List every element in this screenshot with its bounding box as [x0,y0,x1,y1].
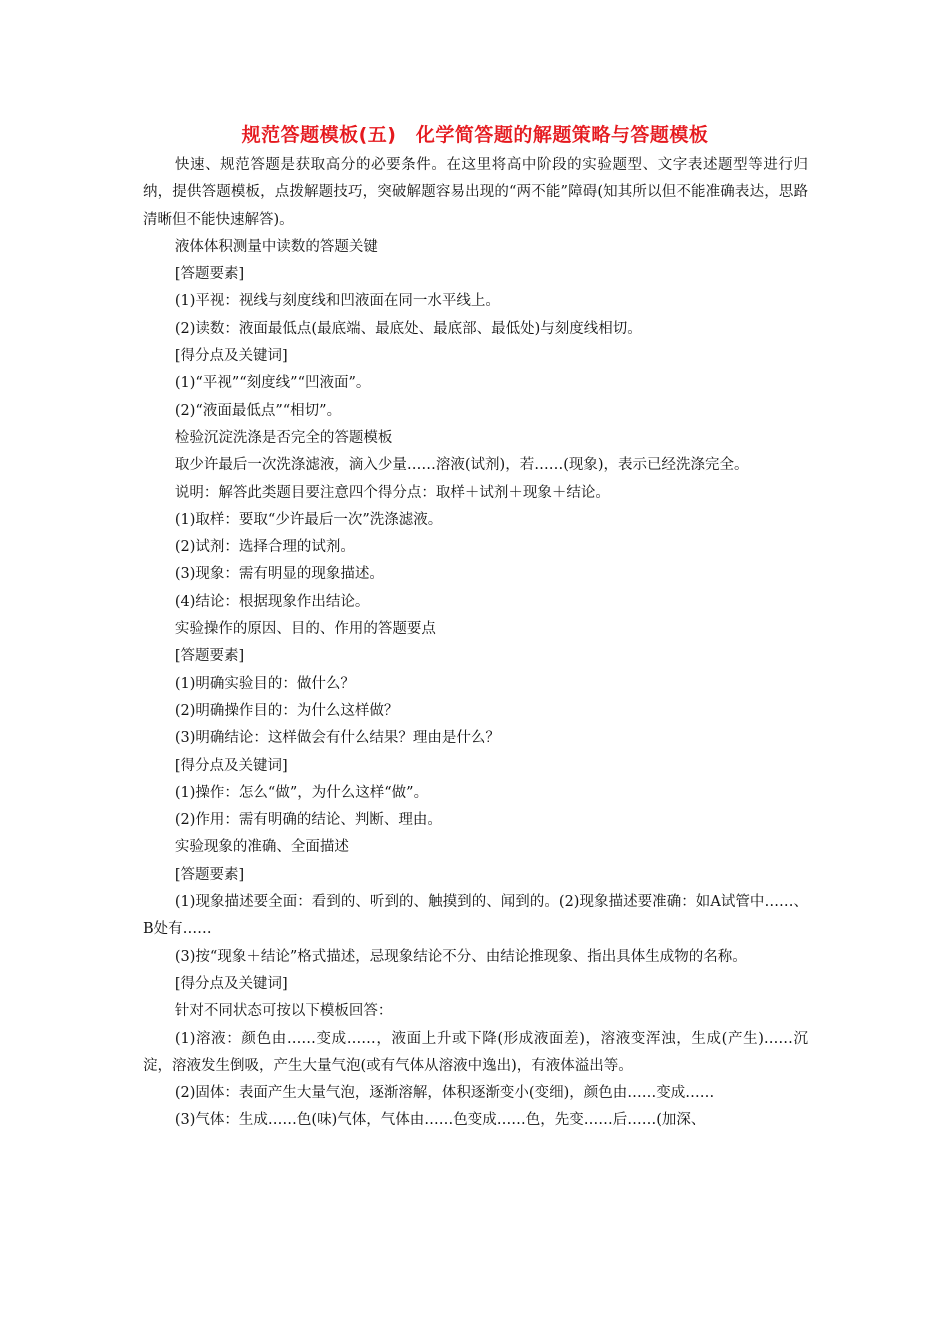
paragraph: (2)读数：液面最低点(最底端、最底处、最底部、最低处)与刻度线相切。 [174,320,642,337]
paragraph: 针对不同状态可按以下模板回答： [174,1003,393,1020]
paragraph: (2)“液面最低点”“相切”。 [174,402,342,419]
paragraph: (1)操作：怎么“做”，为什么这样“做”。 [174,784,429,801]
paragraph: (1)现象描述要全面：看到的、听到的、触摸到的、闻到的。(2)现象描述要准确：如A试管中……、B处有…… [143,894,808,938]
paragraph: (2)试剂：选择合理的试剂。 [174,539,355,556]
paragraph: (3)气体：生成……色(味)气体，气体由……色变成……色，先变……后……(加深、 [174,1112,706,1129]
paragraph: (1)明确实验目的：做什么？ [174,675,355,692]
paragraph: [得分点及关键词] [174,975,288,992]
paragraph: [得分点及关键词] [174,757,288,774]
paragraph: 实验现象的准确、全面描述 [174,839,349,856]
paragraph: (2)固体：表面产生大量气泡，逐渐溶解，体积逐渐变小(变细)，颜色由……变成…… [174,1085,715,1102]
paragraph: [答题要素] [174,648,245,665]
paragraph: (4)结论：根据现象作出结论。 [174,593,370,610]
paragraph: (1)平视：视线与刻度线和凹液面在同一水平线上。 [174,293,500,310]
paragraph: 取少许最后一次洗涤滤液，滴入少量……溶液(试剂)，若……(现象)，表示已经洗涤完全。 [174,457,749,474]
paragraph: (3)现象：需有明显的现象描述。 [174,566,384,583]
paragraph: 说明：解答此类题目要注意四个得分点：取样＋试剂＋现象＋结论。 [174,484,610,501]
document-body [143,152,808,1135]
document-title: 规范答题模板(五) 化学简答题的解题策略与答题模板 [241,124,709,146]
paragraph: (3)明确结论：这样做会有什么结果？理由是什么？ [174,730,500,747]
paragraph: 液体体积测量中读数的答题关键 [174,238,378,255]
paragraph: [答题要素] [174,866,245,883]
paragraph: 实验操作的原因、目的、作用的答题要点 [174,621,436,638]
paragraph: 快速、规范答题是获取高分的必要条件。在这里将高中阶段的实验题型、文字表述题型等进行归纳，提供答题模板，点拨解题技巧，突破解题容易出现的“两不能”障碍(知其所以但不能准确表达，思路清晰但不能快速解答)。 [143,157,808,228]
paragraph: (2)明确操作目的：为什么这样做？ [174,702,399,719]
paragraph: (2)作用：需有明确的结论、判断、理由。 [174,812,442,829]
paragraph: [答题要素] [174,266,245,283]
paragraph: (1)取样：要取“少许最后一次”洗涤滤液。 [174,511,443,528]
paragraph: (1)“平视”“刻度线”“凹液面”。 [174,375,371,392]
paragraph: [得分点及关键词] [174,348,288,365]
paragraph: (1)溶液：颜色由……变成……，液面上升或下降(形成液面差)，溶液变浑浊，生成(产生)……沉淀，溶液发生倒吸，产生大量气泡(或有气体从溶液中逸出)，有液体溢出等。 [143,1030,808,1074]
paragraph: 检验沉淀洗涤是否完全的答题模板 [174,429,393,446]
paragraph: (3)按“现象＋结论”格式描述，忌现象结论不分、由结论推现象、指出具体生成物的名称。 [174,948,747,965]
